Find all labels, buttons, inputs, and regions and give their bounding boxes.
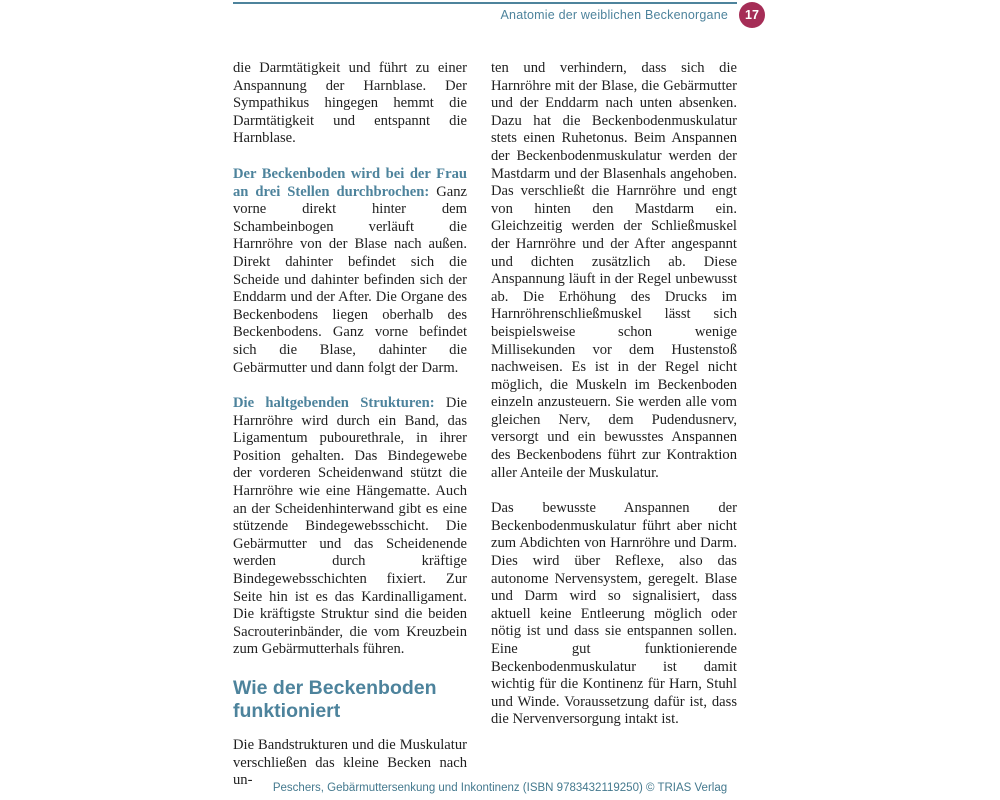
paragraph-text: Die Harnröhre wird durch ein Band, das Ligamentum pubourethrale, in ihrer Position gehalten. Das Bindegewebe der vorderen Scheidenwand stützt die Harnröhre wie eine Hängematte. Auch an der Scheidenhinterwand gibt es eine stützende Bindegewebsschicht. Die Gebärmutter und das Scheidenende werden durch kräftige Bindegewebsschichten fixiert. Zur Seite hin ist es das Kardinalligament. Die kräftigste Struktur sind die beiden Sacrouterinbänder, die vom Kreuzbein zum Gebärmutterhals führen. xyxy=(233,395,467,658)
right-column xyxy=(491,60,737,800)
paragraph: Die Bandstrukturen und die Muskulatur verschließen das kleine Becken nach un- xyxy=(233,737,467,789)
page-number-badge: 17 xyxy=(739,2,765,28)
paragraph xyxy=(233,395,467,659)
header-rule xyxy=(233,2,737,4)
paragraph-text: Ganz vorne direkt hinter dem Schambeinbogen verläuft die Harnröhre von der Blase nach außen. Direkt dahinter befindet sich die Scheide und dahinter befinden sich der Enddarm und der After. Die Organe des Beckenbodens liegen oberhalb des Beckenbodens. Ganz vorne befindet sich die Blase, dahinter die Gebärmutter und dann folgt der Darm. xyxy=(233,183,467,376)
footer-credit: Peschers, Gebärmuttersenkung und Inkontinenz (ISBN 9783432119250) © TRIAS Verlag xyxy=(272,782,728,794)
section-heading: Wie der Beckenboden funktioniert xyxy=(233,677,437,722)
running-head-title: Anatomie der weiblichen Beckenorgane xyxy=(500,8,728,22)
paragraph xyxy=(233,166,467,377)
page-content xyxy=(233,60,737,800)
lead-in: Der Beckenboden wird bei der Frau an drei Stellen durchbrochen: xyxy=(233,165,467,200)
lead-in: Die haltgebenden Strukturen: xyxy=(233,395,435,412)
paragraph: Das bewusste Anspannen der Beckenbodenmuskulatur führt aber nicht zum Abdichten von Harnröhre und Darm. Dies wird über Reflexe, also das autonome Nervensystem, geregelt. Blase und Darm wird so signalisiert, dass aktuell keine Entleerung möglich oder nötig ist und dass sie entspannen sollen. Eine gut funktionierende Beckenbodenmuskulatur ist damit wichtig für die Kontinenz für Harn, Stuhl und Winde. Voraussetzung dafür ist, dass die Nervenversorgung intakt ist. xyxy=(491,500,737,728)
paragraph: ten und verhindern, dass sich die Harnröhre mit der Blase, die Gebärmutter und der Enddarm nach unten absenken. Dazu hat die Beckenbodenmuskulatur stets einen Ruhetonus. Beim Anspannen der Beckenbodenmuskulatur werden der Mastdarm und der Blasenhals angehoben. Das verschließt die Harnröhre und engt von hinten den Mastdarm ein. Gleichzeitig werden der Schließmuskel der Harnröhre und der After angespannt und dichten zusätzlich ab. Diese Anspannung läuft in der Regel unbewusst ab. Die Erhöhung des Drucks im Harnröhrenschließmuskel lässt sich beispielsweise schon wenige Millisekunden vor dem Hustenstoß nachweisen. Es ist in der Regel nicht möglich, die Muskeln im Beckenboden einzeln anzusteuern. Sie werden alle vom gleichen Nerv, dem Pudendusnerv, versorgt und ein bewusstes Anspannen des Beckenbodens führt zur Kontraktion aller Anteile der Muskulatur. xyxy=(491,60,737,481)
paragraph: die Darmtätigkeit und führt zu einer Anspannung der Harnblase. Der Sympathikus hingegen hemmt die Darmtätigkeit und entspannt die Harnblase. xyxy=(233,60,467,147)
left-column xyxy=(233,60,467,800)
